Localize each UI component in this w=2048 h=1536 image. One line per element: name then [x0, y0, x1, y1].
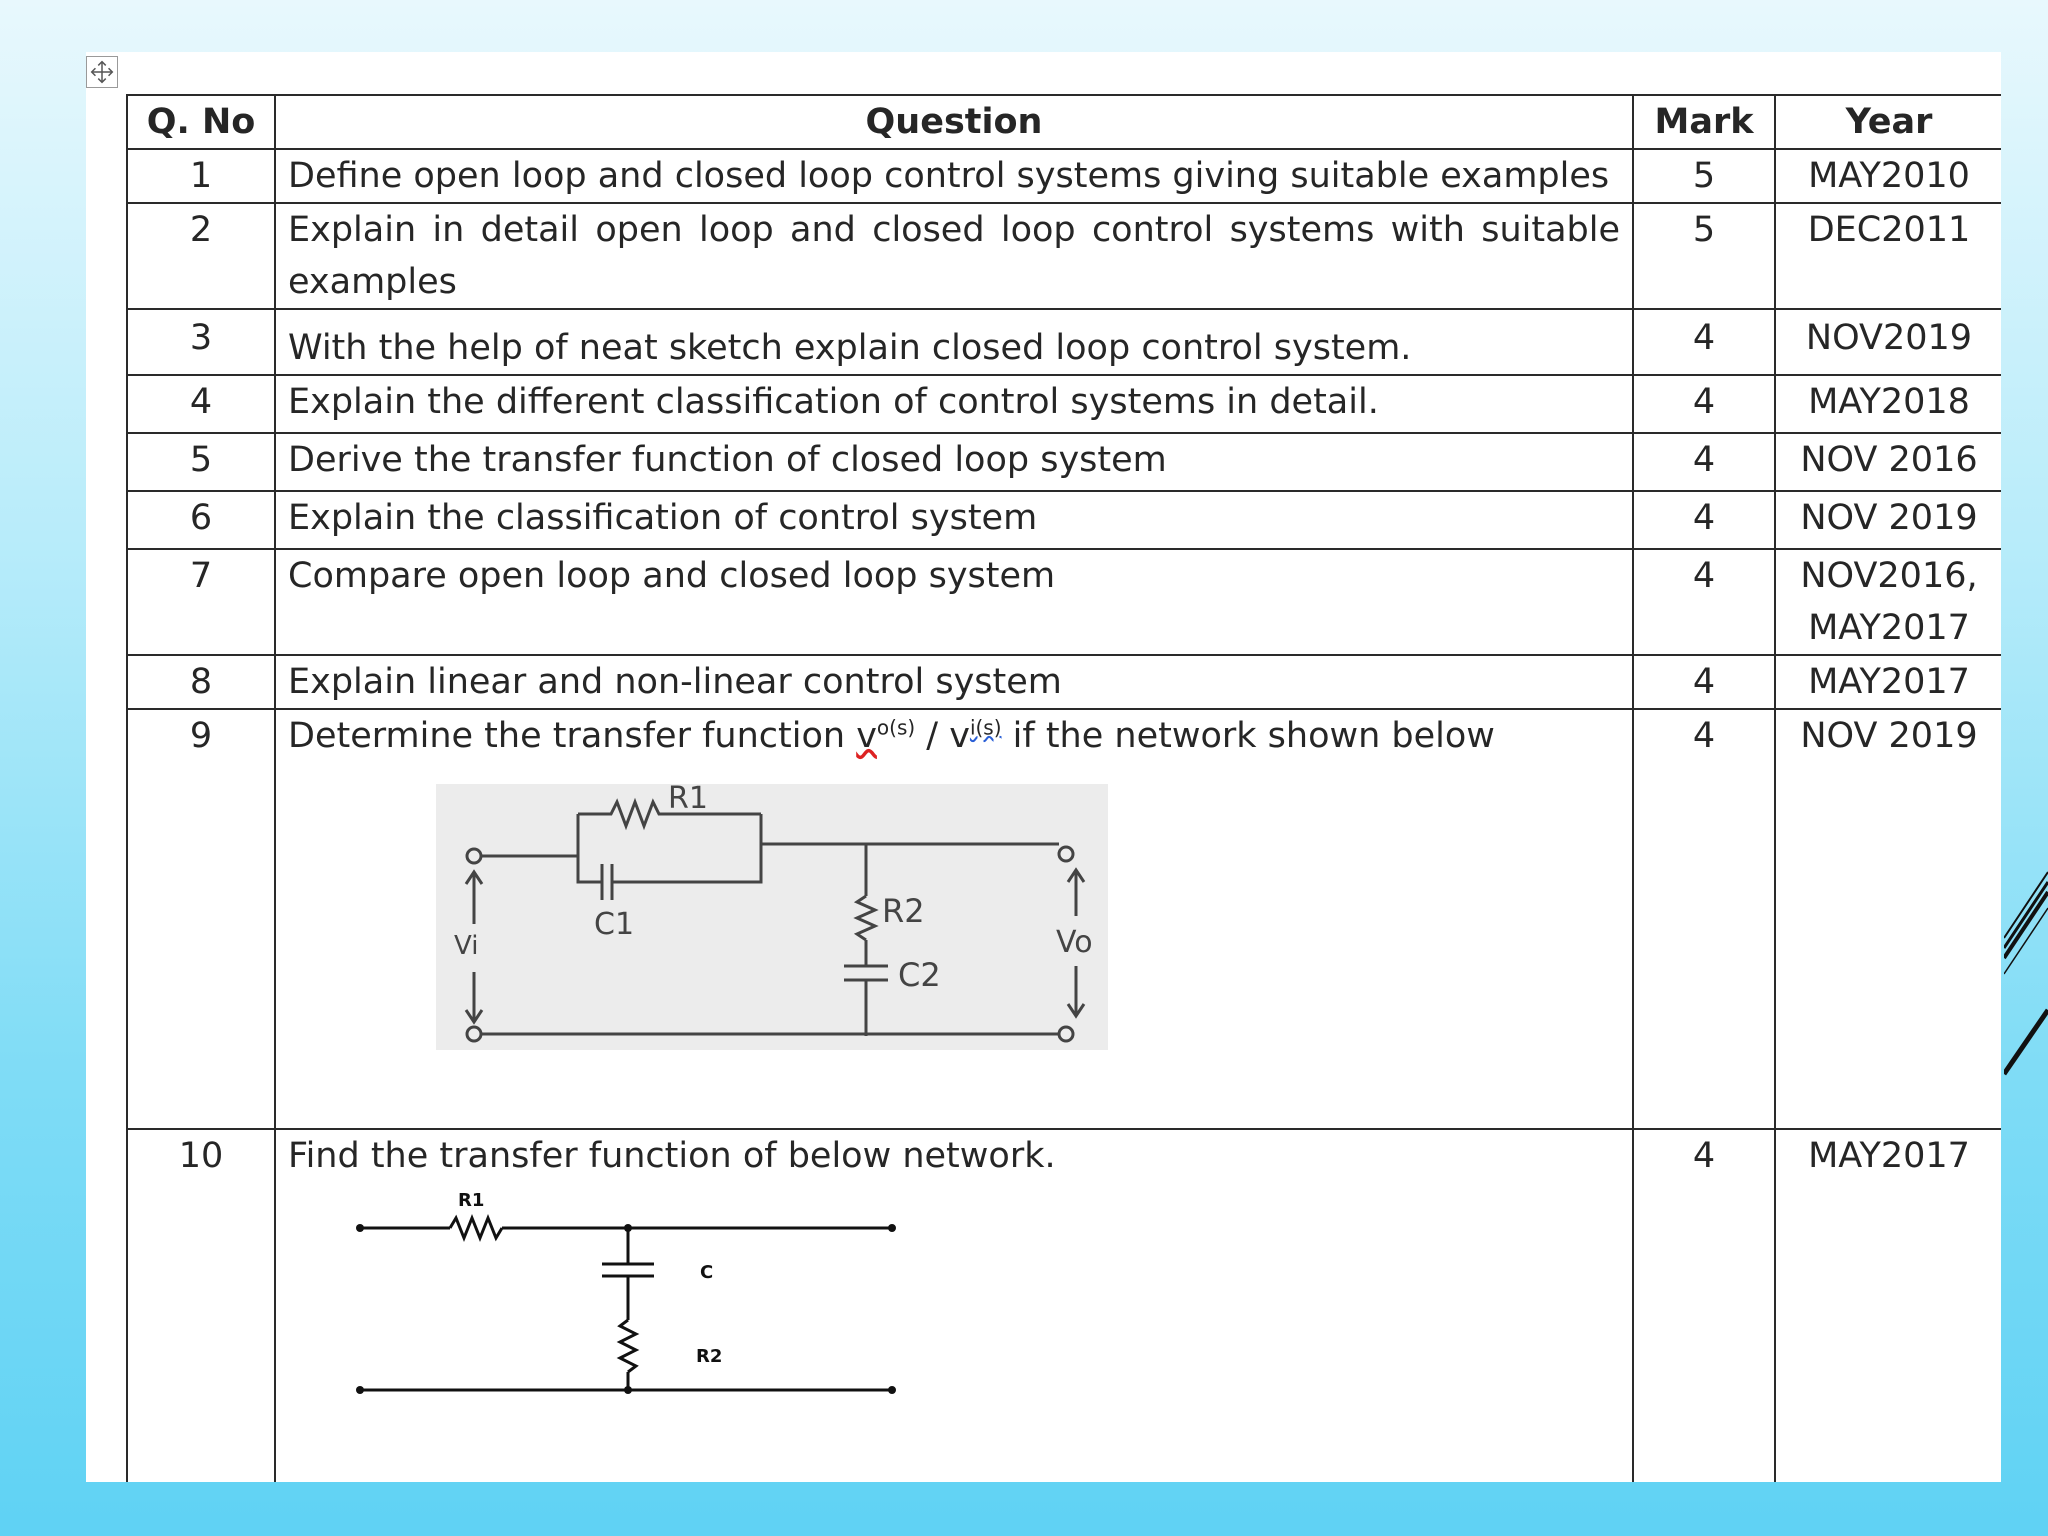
table-row [127, 149, 2001, 203]
circuit-diagram-image [348, 1182, 1108, 1422]
document-page [86, 52, 2001, 1482]
mark-cell: 4 [1633, 709, 1775, 1129]
year-cell: NOV 2019 [1775, 709, 2001, 1129]
qno-cell: 4 [127, 375, 275, 433]
year-cell: NOV 2019 [1775, 491, 2001, 549]
qno-cell: 2 [127, 203, 275, 309]
qno-cell: 7 [127, 549, 275, 655]
header-year: Year [1775, 95, 2001, 149]
mark-cell: 4 [1633, 433, 1775, 491]
circuit-diagram-1 [288, 762, 1620, 1092]
header-qno: Q. No [127, 95, 275, 149]
decorative-slashes [2004, 860, 2048, 1120]
question-cell [275, 1129, 1633, 1482]
year-cell: MAY2017 [1775, 1129, 2001, 1482]
year-cell: MAY2017 [1775, 655, 2001, 709]
move-arrows-icon [87, 57, 117, 87]
qno-cell: 3 [127, 309, 275, 375]
question-cell [275, 709, 1633, 1129]
label-c1: C1 [594, 907, 635, 942]
year-cell: NOV2019 [1775, 309, 2001, 375]
header-mark: Mark [1633, 95, 1775, 149]
qno-cell: 1 [127, 149, 275, 203]
year-cell: DEC2011 [1775, 203, 2001, 309]
label-r1: R1 [458, 1190, 485, 1211]
table-row [127, 709, 2001, 1129]
question-cell: Explain the classification of control system [275, 491, 1633, 549]
header-question: Question [275, 95, 1633, 149]
question-cell: With the help of neat sketch explain closed loop control system. [275, 309, 1633, 375]
table-row [127, 309, 2001, 375]
table-row [127, 433, 2001, 491]
year-line: MAY2017 [1808, 608, 1970, 648]
question-cell: Define open loop and closed loop control systems giving suitable examples [275, 149, 1633, 203]
qno-cell: 5 [127, 433, 275, 491]
question-cell: Compare open loop and closed loop system [275, 549, 1633, 655]
question-cell: Explain linear and non-linear control system [275, 655, 1633, 709]
year-cell [1775, 549, 2001, 655]
label-vo: Vo [1056, 925, 1093, 960]
mark-cell: 5 [1633, 203, 1775, 309]
table-header-row [127, 95, 2001, 149]
table-row [127, 1129, 2001, 1482]
question-text: Find the transfer function of below network. [288, 1136, 1056, 1176]
table-row [127, 655, 2001, 709]
question-cell: Derive the transfer function of closed loop system [275, 433, 1633, 491]
circuit-diagram-2 [288, 1182, 1620, 1482]
circuit-diagram-image [436, 784, 1108, 1050]
qno-cell: 6 [127, 491, 275, 549]
qno-cell: 10 [127, 1129, 275, 1482]
label-c2: C2 [898, 956, 941, 994]
mark-cell: 4 [1633, 549, 1775, 655]
mark-cell: 4 [1633, 309, 1775, 375]
year-line: NOV2016, [1800, 556, 1978, 596]
table-row [127, 203, 2001, 309]
mark-cell: 4 [1633, 1129, 1775, 1482]
mark-cell: 5 [1633, 149, 1775, 203]
year-cell: MAY2010 [1775, 149, 2001, 203]
table-move-handle[interactable] [86, 56, 118, 88]
mark-cell: 4 [1633, 491, 1775, 549]
mark-cell: 4 [1633, 375, 1775, 433]
qno-cell: 8 [127, 655, 275, 709]
table-row [127, 375, 2001, 433]
table-row [127, 491, 2001, 549]
year-cell: NOV 2016 [1775, 433, 2001, 491]
question-text: Determine the transfer function $v^{o(s)} / v^{i(s)}$ if the network shown below [288, 715, 1495, 756]
label-r1: R1 [668, 784, 708, 816]
table-row [127, 549, 2001, 655]
label-r2: R2 [696, 1346, 723, 1367]
question-cell: Explain the different classification of control systems in detail. [275, 375, 1633, 433]
mark-cell: 4 [1633, 655, 1775, 709]
label-vi: Vi [454, 931, 479, 961]
label-r2: R2 [882, 892, 925, 930]
question-cell: Explain in detail open loop and closed loop control systems with suitable examples [275, 203, 1633, 309]
question-table [126, 94, 2001, 1482]
year-cell: MAY2018 [1775, 375, 2001, 433]
label-c: C [700, 1262, 714, 1283]
qno-cell: 9 [127, 709, 275, 1129]
